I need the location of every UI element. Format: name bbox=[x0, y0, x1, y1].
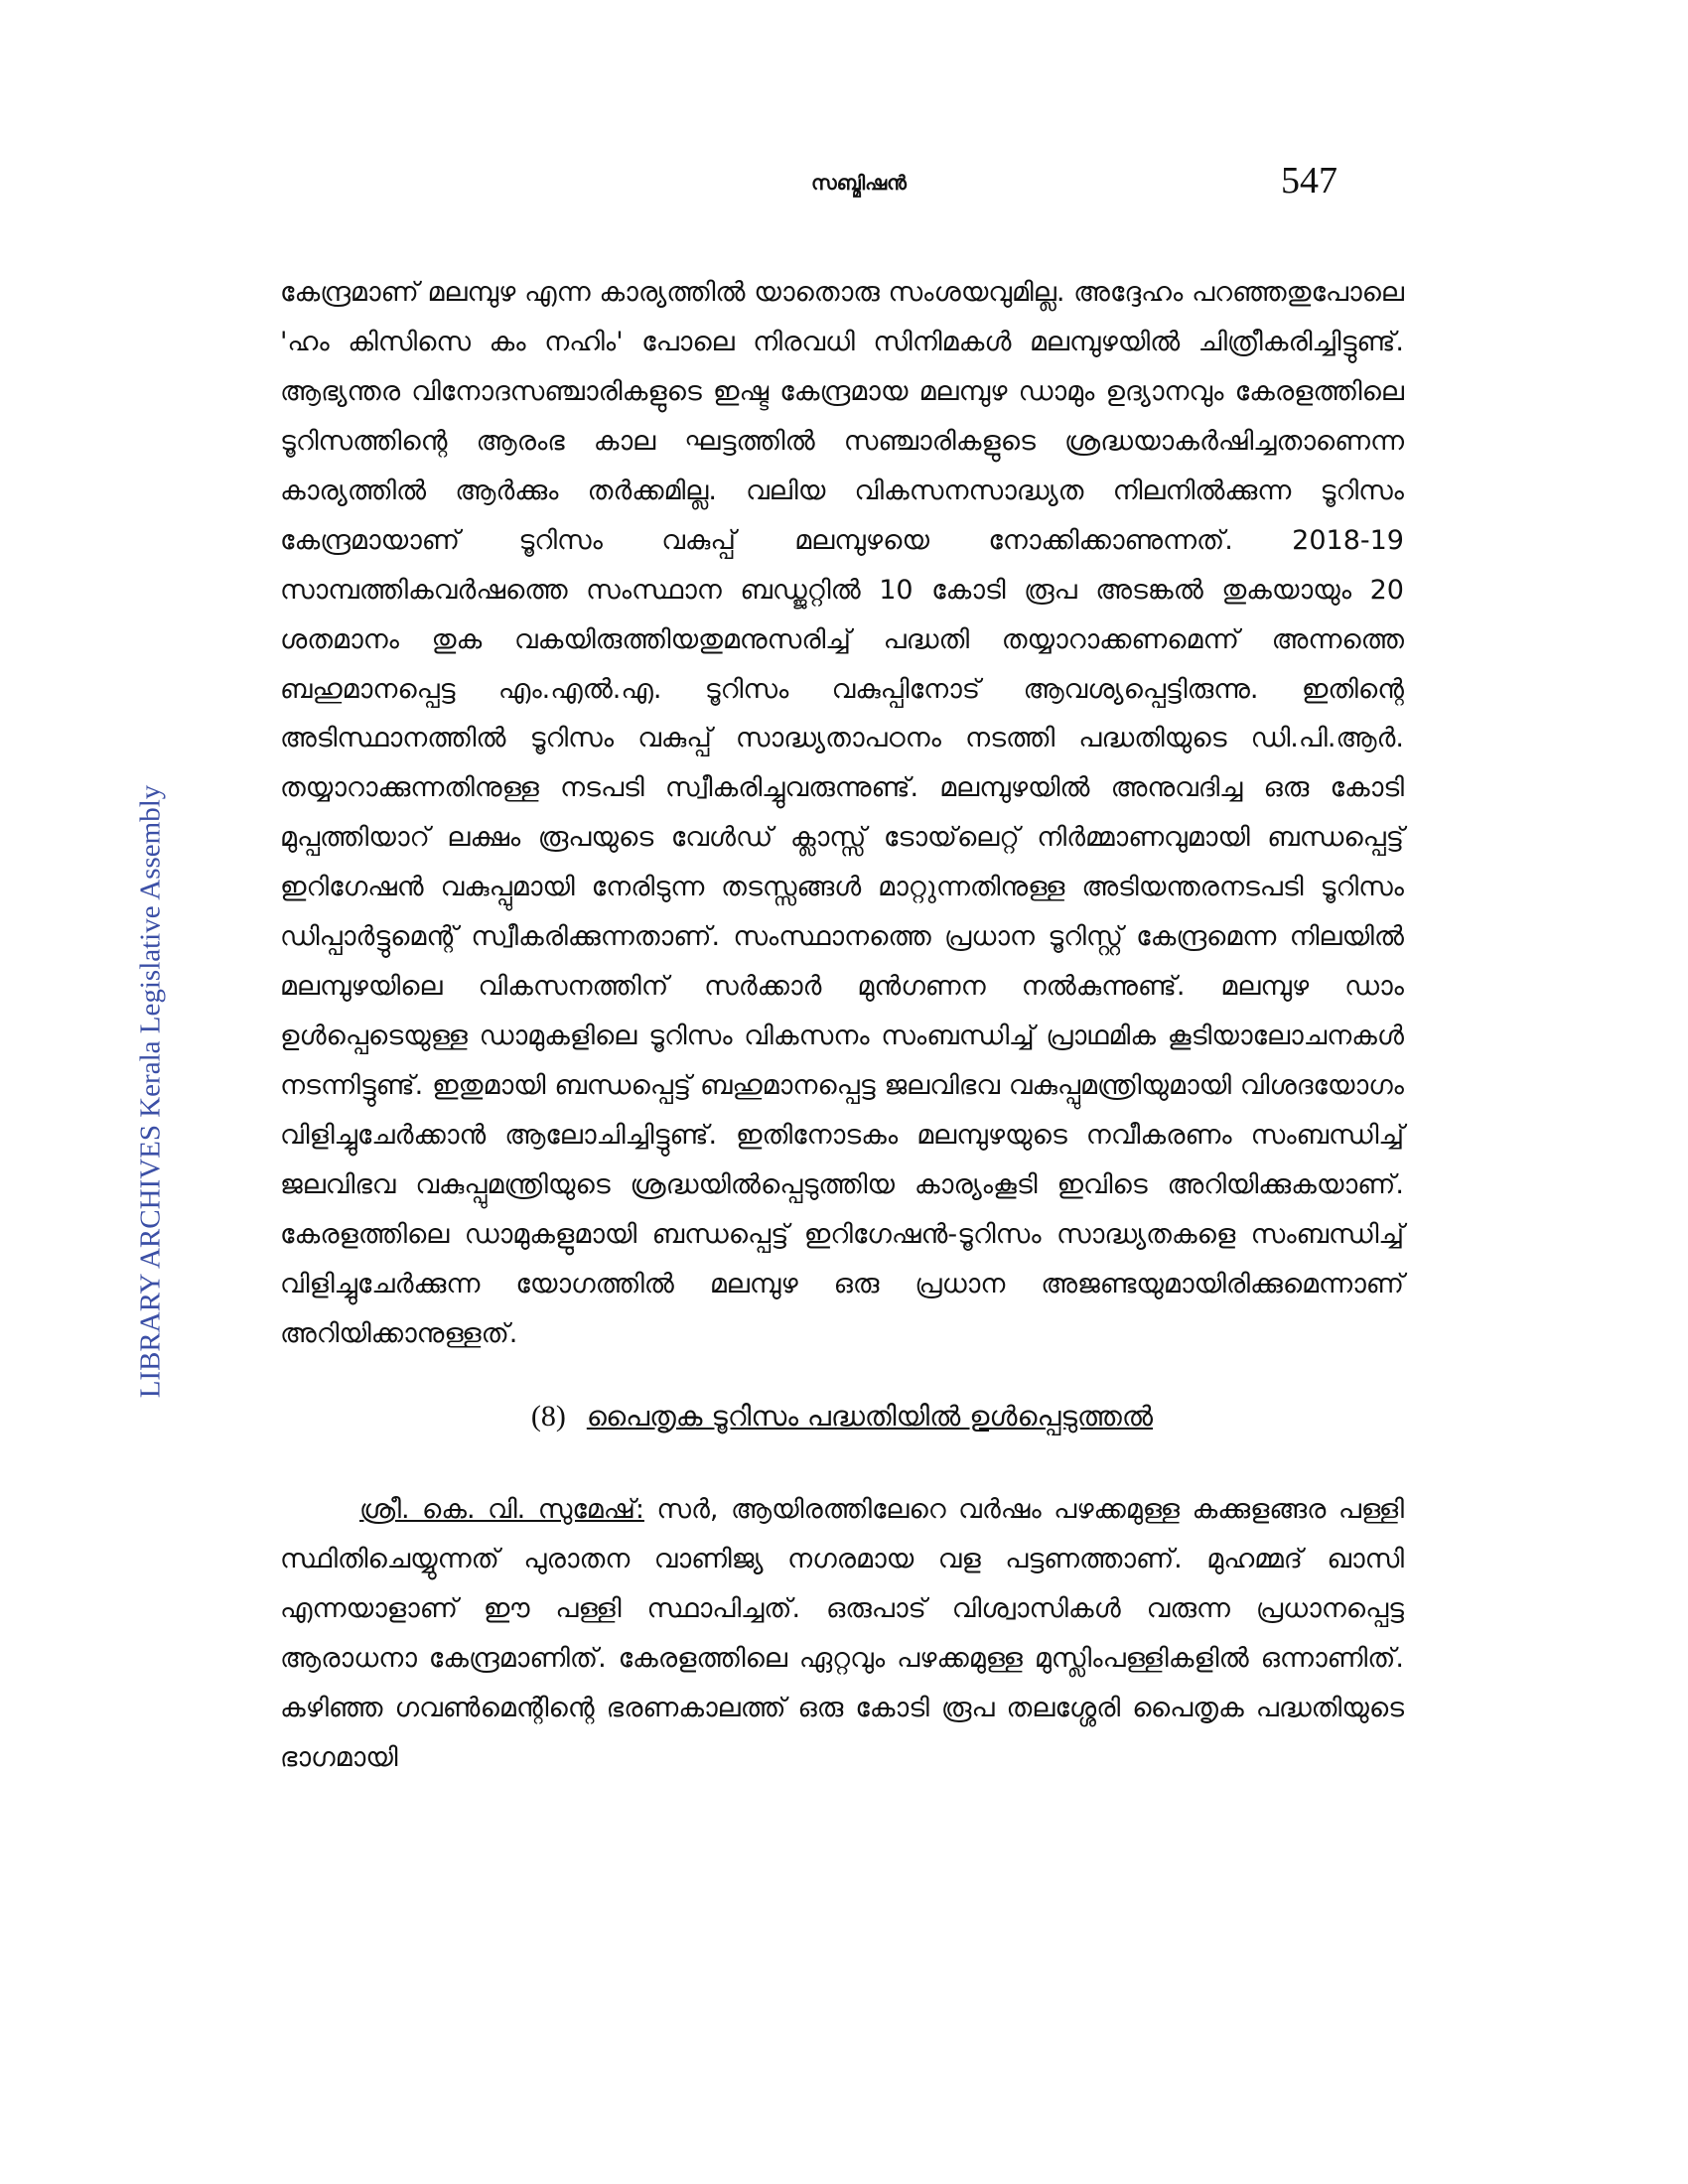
section-heading bbox=[280, 1389, 1404, 1444]
section-number: (8) bbox=[530, 1399, 566, 1433]
speaker-name: ശ്രീ. കെ. വി. സുമേഷ്: bbox=[359, 1494, 644, 1526]
document-body bbox=[280, 268, 1404, 1783]
speech-paragraph bbox=[280, 1485, 1404, 1783]
answer-paragraph: കേന്ദ്രമാണ് മലമ്പുഴ എന്ന കാര്യത്തിൽ യാതൊരു സംശയവുമില്ല. അദ്ദേഹം പറഞ്ഞതുപോലെ 'ഹം കിസിസെ കം നഹിം' പോലെ നിരവധി സിനിമകൾ മലമ്പുഴയിൽ ചിത്രീകരിച്ചിട്ടുണ്ട്. ആഭ്യന്തര വിനോദസഞ്ചാരികളുടെ ഇഷ്ട കേന്ദ്രമായ മലമ്പുഴ ഡാമും ഉദ്യാനവും കേരളത്തിലെ ടൂറിസത്തിന്റെ ആരംഭ കാല ഘട്ടത്തിൽ സഞ്ചാരികളുടെ ശ്രദ്ധയാകർഷിച്ചതാണെന്ന കാര്യത്തിൽ ആർക്കും തർക്കമില്ല. വലിയ വികസനസാദ്ധ്യത നിലനിൽക്കുന്ന ടൂറിസം കേന്ദ്രമായാണ് ടൂറിസം വകുപ്പ് മലമ്പുഴയെ നോക്കിക്കാണുന്നത്. 2018-19 സാമ്പത്തികവർഷത്തെ സംസ്ഥാന ബഡ്ജറ്റിൽ 10 കോടി രൂപ അടങ്കൽ തുകയായും 20 ശതമാനം തുക വകയിരുത്തിയതുമനുസരിച്ച് പദ്ധതി തയ്യാറാക്കണമെന്ന് അന്നത്തെ ബഹുമാനപ്പെട്ട എം.എൽ.എ. ടൂറിസം വകുപ്പിനോട് ആവശ്യപ്പെട്ടിരുന്നു. ഇതിന്റെ അടിസ്ഥാനത്തിൽ ടൂറിസം വകുപ്പ് സാദ്ധ്യതാപഠനം നടത്തി പദ്ധതിയുടെ ഡി.പി.ആർ. തയ്യാറാക്കുന്നതിനുള്ള നടപടി സ്വീകരിച്ചുവരുന്നുണ്ട്. മലമ്പുഴയിൽ അനുവദിച്ച ഒരു കോടി മുപ്പത്തിയാറ് ലക്ഷം രൂപയുടെ വേൾഡ് ക്ലാസ്സ് ടോയ്‌ലെറ്റ് നിർമ്മാണവുമായി ബന്ധപ്പെട്ട് ഇറിഗേഷൻ വകുപ്പുമായി നേരിടുന്ന തടസ്സങ്ങൾ മാറ്റുന്നതിനുള്ള അടിയന്തരനടപടി ടൂറിസം ഡിപ്പാർട്ടുമെന്റ് സ്വീകരിക്കുന്നതാണ്. സംസ്ഥാനത്തെ പ്രധാന ടൂറിസ്റ്റ് കേന്ദ്രമെന്ന നിലയിൽ മലമ്പുഴയിലെ വികസനത്തിന് സർക്കാർ മുൻഗണന നൽകുന്നുണ്ട്. മലമ്പുഴ ഡാം ഉൾപ്പെടെയുള്ള ഡാമുകളിലെ ടൂറിസം വികസനം സംബന്ധിച്ച് പ്രാഥമിക കൂടിയാലോചനകൾ നടന്നിട്ടുണ്ട്. ഇതുമായി ബന്ധപ്പെട്ട് ബഹുമാനപ്പെട്ട ജലവിഭവ വകുപ്പുമന്ത്രിയുമായി വിശദയോഗം വിളിച്ചുചേർക്കാൻ ആലോചിച്ചിട്ടുണ്ട്. ഇതിനോടകം മലമ്പുഴയുടെ നവീകരണം സംബന്ധിച്ച് ജലവിഭവ വകുപ്പുമന്ത്രിയുടെ ശ്രദ്ധയിൽപ്പെടുത്തിയ കാര്യംകൂടി ഇവിടെ അറിയിക്കുകയാണ്. കേരളത്തിലെ ഡാമുകളുമായി ബന്ധപ്പെട്ട് ഇറിഗേഷൻ-ടൂറിസം സാദ്ധ്യതകളെ സംബന്ധിച്ച് വിളിച്ചുചേർക്കുന്ന യോഗത്തിൽ മലമ്പുഴ ഒരു പ്രധാന അജണ്ടയുമായിരിക്കുമെന്നാണ് അറിയിക്കാനുള്ളത്. bbox=[280, 277, 1404, 1349]
page-number: 547 bbox=[1281, 160, 1337, 202]
speech-text: സർ, ആയിരത്തിലേറെ വർഷം പഴക്കമുള്ള കക്കുളങ്ങര പള്ളി സ്ഥിതിചെയ്യുന്നത് പുരാതന വാണിജ്യ നഗരമായ വള പട്ടണത്താണ്. മുഹമ്മദ് ഖാസി എന്നയാളാണ് ഈ പള്ളി സ്ഥാപിച്ചത്. ഒരുപാട് വിശ്വാസികൾ വരുന്ന പ്രധാനപ്പെട്ട ആരാധനാ കേന്ദ്രമാണിത്. കേരളത്തിലെ ഏറ്റവും പഴക്കമുള്ള മുസ്ലിംപള്ളികളിൽ ഒന്നാണിത്. കഴിഞ്ഞ ഗവൺമെന്റിന്റെ ഭരണകാലത്ത് ഒരു കോടി രൂപ തലശ്ശേരി പൈതൃക പദ്ധതിയുടെ ഭാഗമായി bbox=[280, 1494, 1404, 1773]
running-header: സബ്മിഷൻ bbox=[811, 171, 907, 195]
archive-side-stamp: LIBRARY ARCHIVES Kerala Legislative Assembly bbox=[134, 784, 167, 1399]
section-title: പൈതൃക ടൂറിസം പദ്ധതിയിൽ ഉൾപ്പെടുത്തൽ bbox=[586, 1399, 1154, 1433]
